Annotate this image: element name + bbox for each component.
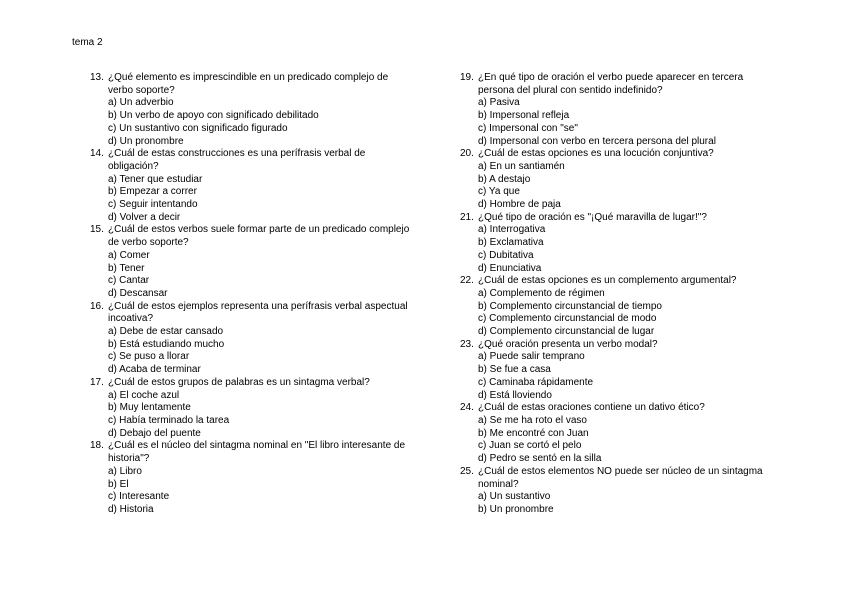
- question-number: 13.: [90, 72, 104, 83]
- question-number: 15.: [90, 224, 104, 236]
- question-text: ¿Cuál de estas opciones es una locución conjuntiva?: [478, 148, 714, 160]
- answer-option: c) Había terminado la tarea: [108, 414, 230, 426]
- question-21: [460, 212, 780, 276]
- answer-option: b) Me encontré con Juan: [478, 427, 589, 439]
- answer-option: d) Está lloviendo: [478, 389, 552, 401]
- question-number: 16.: [90, 300, 104, 312]
- question-text: ¿Qué elemento es imprescindible en un predicado complejo de verbo soporte?: [108, 72, 389, 96]
- answer-option: d) Volver a decir: [108, 211, 181, 223]
- answer-option: a) Tener que estudiar: [108, 173, 203, 185]
- answer-option: a) Debe de estar cansado: [108, 326, 224, 338]
- question-number: 19.: [460, 72, 474, 83]
- answer-option: c) Impersonal con "se": [478, 122, 578, 134]
- question-22: [460, 275, 780, 339]
- answer-option: c) Se puso a llorar: [108, 351, 190, 363]
- answer-option: b) Un pronombre: [478, 503, 554, 515]
- answer-option: c) Un sustantivo con significado figurado: [108, 122, 288, 134]
- answer-option: d) Descansar: [108, 287, 168, 299]
- answer-option: a) Comer: [108, 249, 150, 261]
- question-number: 25.: [460, 465, 474, 477]
- answer-option: d) Complemento circunstancial de lugar: [478, 326, 655, 338]
- answer-option: b) Impersonal refleja: [478, 110, 570, 122]
- answer-option: b) Un verbo de apoyo con significado debilitado: [108, 110, 319, 122]
- answer-option: a) Se me ha roto el vaso: [478, 414, 587, 426]
- question-25: [460, 466, 780, 517]
- answer-option: a) Complemento de régimen: [478, 287, 605, 299]
- question-18: [90, 440, 410, 516]
- answer-option: a) Puede salir temprano: [478, 351, 585, 363]
- answer-option: c) Interesante: [108, 491, 170, 503]
- answer-option: c) Complemento circunstancial de modo: [478, 313, 657, 325]
- answer-option: b) El: [108, 478, 129, 490]
- answer-option: b) Complemento circunstancial de tiempo: [478, 300, 662, 312]
- answer-option: d) Enunciativa: [478, 262, 542, 274]
- question-text: ¿Cuál de estos ejemplos representa una perífrasis verbal aspectual incoativa?: [108, 300, 408, 325]
- question-text: ¿Cuál de estas construcciones es una perífrasis verbal de obligación?: [108, 148, 366, 172]
- question-number: 14.: [90, 148, 104, 160]
- answer-option: d) Debajo del puente: [108, 427, 201, 439]
- answer-option: c) Caminaba rápidamente: [478, 376, 594, 388]
- question-text: ¿Cuál de estos grupos de palabras es un sintagma verbal?: [108, 376, 370, 388]
- answer-option: c) Dubitativa: [478, 249, 534, 261]
- question-text: ¿Cuál de estas opciones es un complemento argumental?: [478, 275, 737, 287]
- questions-column-right: [460, 72, 780, 517]
- question-16: [90, 301, 410, 377]
- question-23: [460, 339, 780, 403]
- questions-column-left: [90, 72, 410, 517]
- answer-option: b) Muy lentamente: [108, 402, 191, 414]
- answer-option: b) Tener: [108, 262, 145, 274]
- question-number: 20.: [460, 148, 474, 160]
- question-number: 23.: [460, 338, 474, 350]
- question-number: 24.: [460, 402, 474, 414]
- answer-option: d) Impersonal con verbo en tercera persona del plural: [478, 135, 716, 147]
- answer-option: a) Un sustantivo: [478, 491, 551, 503]
- page-header: tema 2: [72, 37, 103, 48]
- question-text: ¿Cuál es el núcleo del sintagma nominal en "El libro interesante de historia"?: [108, 440, 406, 465]
- question-number: 22.: [460, 275, 474, 287]
- answer-option: a) Libro: [108, 465, 142, 477]
- answer-option: b) Empezar a correr: [108, 186, 197, 198]
- answer-option: a) Un adverbio: [108, 97, 174, 109]
- answer-option: c) Juan se cortó el pelo: [478, 440, 582, 452]
- question-13: [90, 72, 410, 148]
- question-17: [90, 377, 410, 441]
- answer-option: d) Pedro se sentó en la silla: [478, 453, 602, 465]
- answer-option: b) Se fue a casa: [478, 364, 551, 376]
- question-number: 18.: [90, 440, 104, 452]
- answer-option: b) A destajo: [478, 173, 531, 185]
- answer-option: c) Ya que: [478, 186, 520, 198]
- question-text: ¿Cuál de estos verbos suele formar parte de un predicado complejo de verbo soporte?: [108, 224, 410, 249]
- answer-option: d) Historia: [108, 503, 154, 515]
- answer-option: c) Cantar: [108, 275, 150, 287]
- answer-option: b) Está estudiando mucho: [108, 338, 225, 350]
- question-19: [460, 72, 780, 148]
- question-text: ¿En qué tipo de oración el verbo puede aparecer en tercera persona del plural con sentido indefinido?: [478, 72, 744, 96]
- question-14: [90, 148, 410, 224]
- question-15: [90, 224, 410, 300]
- question-text: ¿Qué oración presenta un verbo modal?: [478, 338, 658, 350]
- question-text: ¿Qué tipo de oración es "¡Qué maravilla de lugar!"?: [478, 211, 707, 223]
- answer-option: c) Seguir intentando: [108, 199, 198, 211]
- question-text: ¿Cuál de estos elementos NO puede ser núcleo de un sintagma nominal?: [478, 465, 763, 490]
- answer-option: d) Acaba de terminar: [108, 364, 201, 376]
- answer-option: a) Pasiva: [478, 97, 520, 109]
- question-number: 17.: [90, 376, 104, 388]
- answer-option: b) Exclamativa: [478, 237, 544, 249]
- question-20: [460, 148, 780, 212]
- question-24: [460, 402, 780, 466]
- answer-option: a) El coche azul: [108, 389, 180, 401]
- answer-option: d) Un pronombre: [108, 135, 184, 147]
- answer-option: a) Interrogativa: [478, 224, 546, 236]
- question-text: ¿Cuál de estas oraciones contiene un dativo ético?: [478, 402, 705, 414]
- question-number: 21.: [460, 211, 474, 223]
- answer-option: a) En un santiamén: [478, 160, 565, 172]
- answer-option: d) Hombre de paja: [478, 199, 561, 211]
